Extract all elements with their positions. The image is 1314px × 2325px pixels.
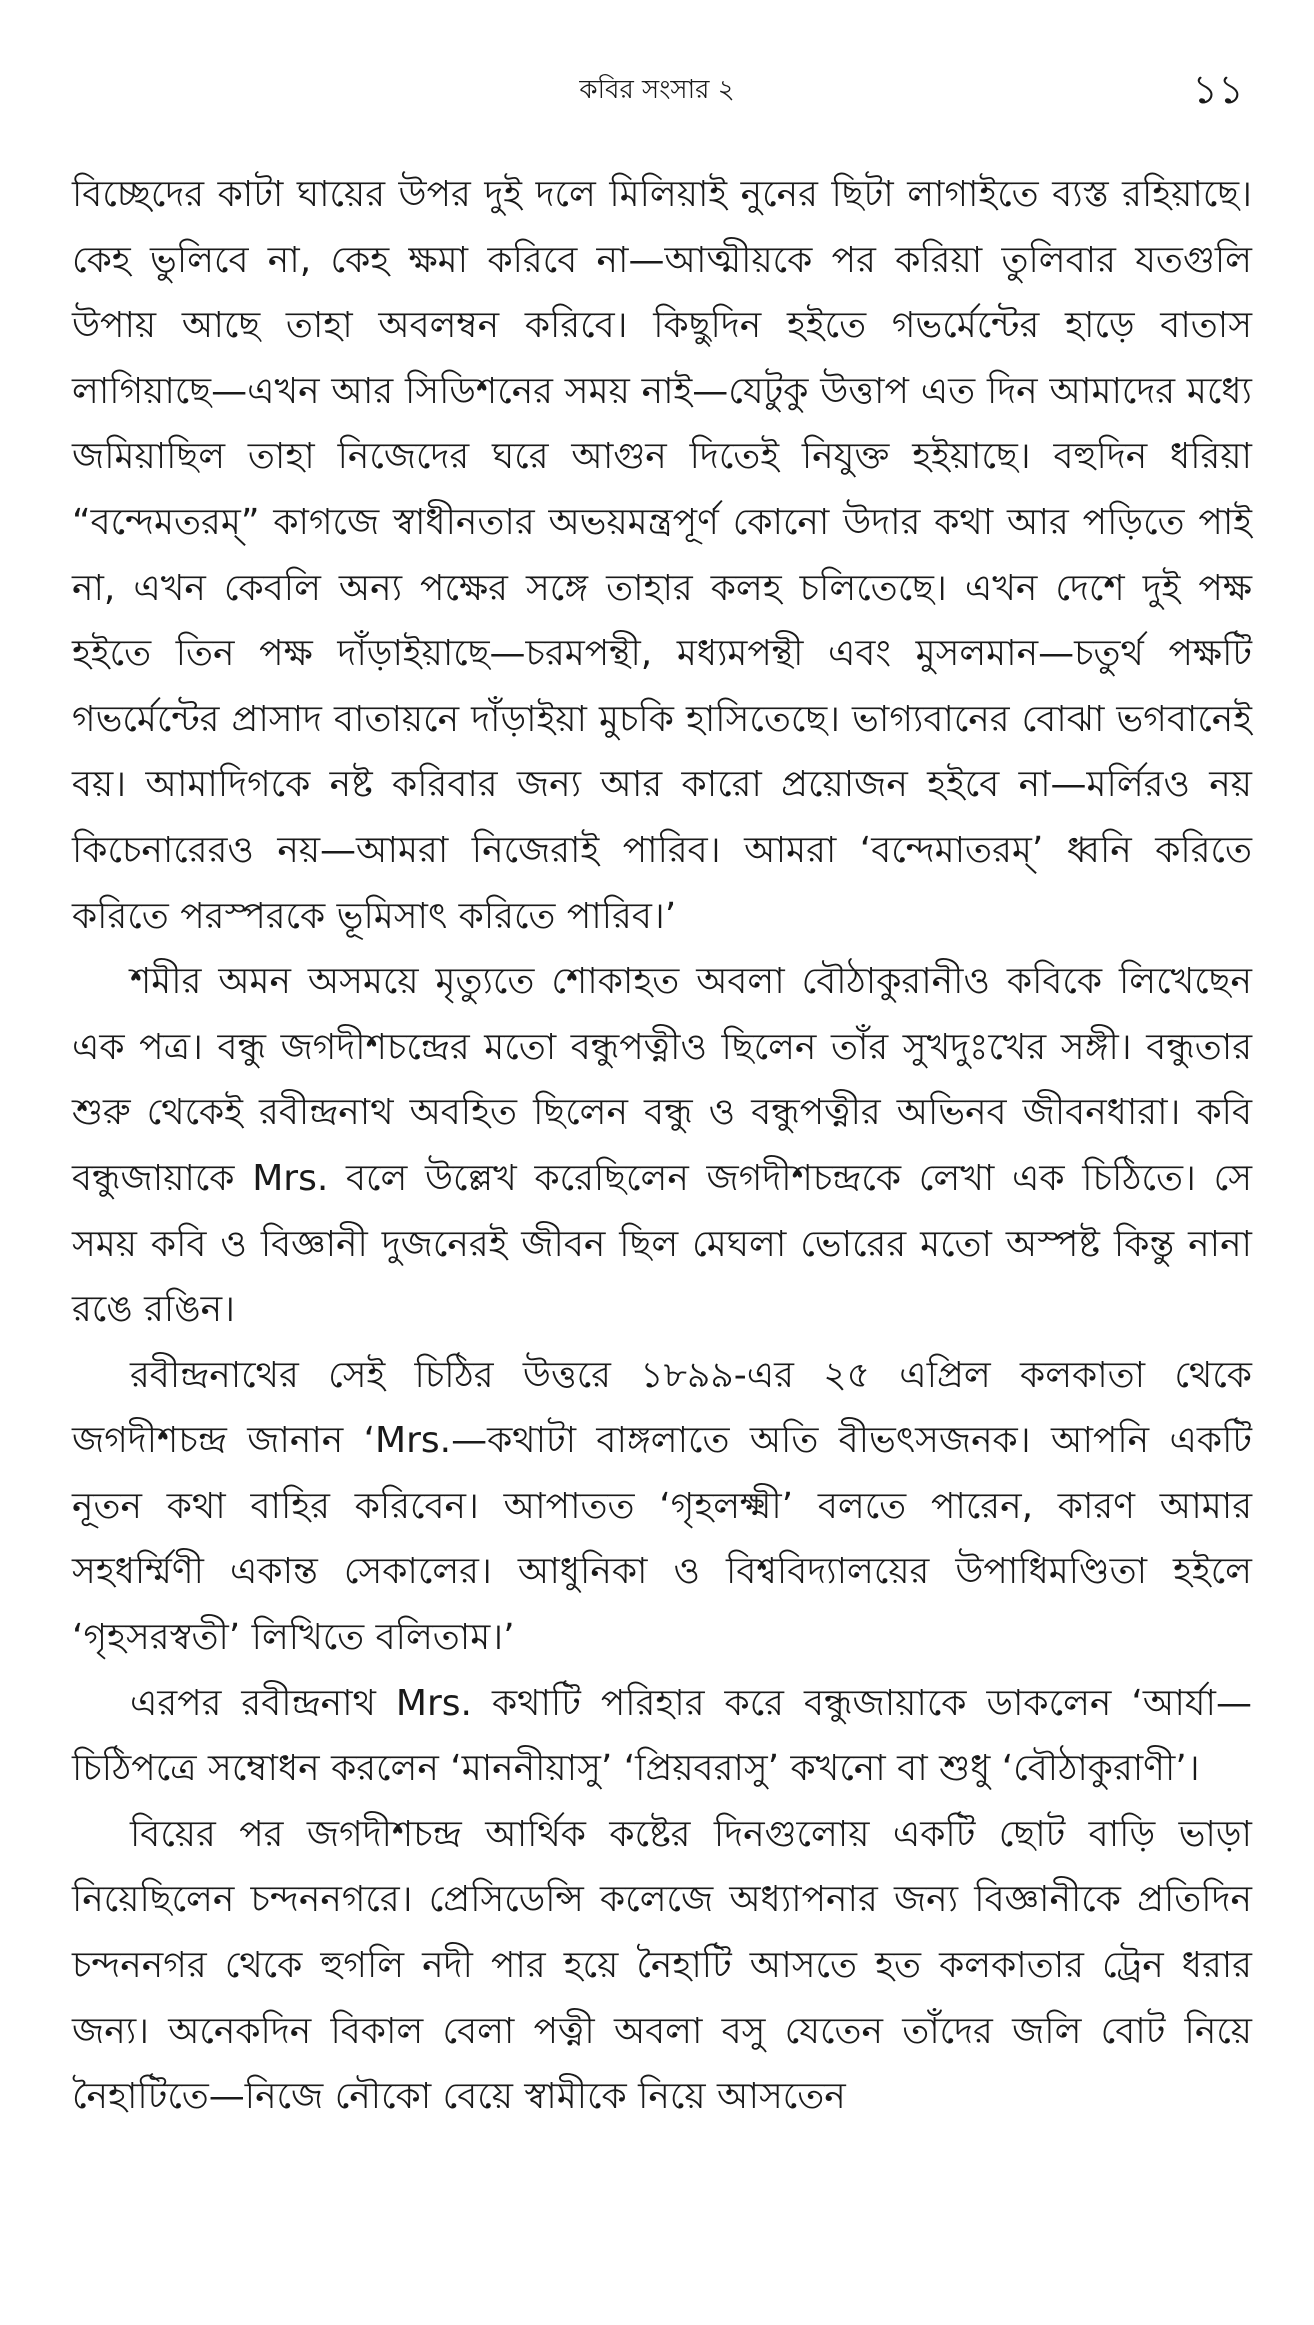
paragraph-1: বিচ্ছেদের কাটা ঘায়ের উপর দুই দলে মিলিয়াই নুনের ছিটা লাগাইতে ব্যস্ত রহিয়াছে। কেহ ভুলিবে না, কেহ ক্ষমা করিবে না—আত্মীয়কে পর করিয়া তুলিবার যতগুলি উপায় আছে তাহা অবলম্বন করিবে। কিছুদিন হইতে গভর্মেন্টের হাড়ে বাতাস লাগিয়াছে—এখন আর সিডিশনের সময় নাই—যেটুকু উত্তাপ এত দিন আমাদের মধ্যে জমিয়াছিল তাহা নিজেদের ঘরে আগুন দিতেই নিযুক্ত হইয়াছে। বহুদিন ধরিয়া “বন্দেমতরম্” কাগজে স্বাধীনতার অভয়মন্ত্রপূর্ণ কোনো উদার কথা আর পড়িতে পাই না, এখন কেবলি অন্য পক্ষের সঙ্গে তাহার কলহ চলিতেছে। এখন দেশে দুই পক্ষ হইতে তিন পক্ষ দাঁড়াইয়াছে—চরমপন্থী, মধ্যমপন্থী এবং মুসলমান—চতুর্থ পক্ষটি গভর্মেন্টের প্রাসাদ বাতায়নে দাঁড়াইয়া মুচকি হাসিতেছে। ভাগ্যবানের বোঝা ভগবানেই বয়। আমাদিগকে নষ্ট করিবার জন্য আর কারো প্রয়োজন হইবে না—মর্লিরও নয় কিচেনারেরও নয়—আমরা নিজেরাই পারিব। আমরা ‘বন্দেমাতরম্’ ধ্বনি করিতে করিতে পরস্পরকে ভূমিসাৎ করিতে পারিব।’	[72, 174, 1252, 937]
running-title: কবির সংসার ২	[579, 75, 735, 105]
paragraph-4: এরপর রবীন্দ্রনাথ Mrs. কথাটি পরিহার করে বন্ধুজায়াকে ডাকলেন ‘আর্যা—চিঠিপত্রে সম্বোধন করলেন ‘মাননীয়াসু’ ‘প্রিয়বরাসু’ কখনো বা শুধু ‘বৌঠাকুরাণী’।	[72, 1682, 1252, 1790]
body-text	[72, 162, 1252, 2130]
paragraph-3: রবীন্দ্রনাথের সেই চিঠির উত্তরে ১৮৯৯-এর ২৫ এপ্রিল কলকাতা থেকে জগদীশচন্দ্র জানান ‘Mrs.—কথাটা বাঙ্গলাতে অতি বীভৎসজনক। আপনি একটি নূতন কথা বাহির করিবেন। আপাতত ‘গৃহলক্ষ্মী’ বলতে পারেন, কারণ আমার সহধর্ম্মিণী একান্ত সেকালের। আধুনিকা ও বিশ্ববিদ্যালয়ের উপাধিমণ্ডিতা হইলে ‘গৃহসরস্বতী’ লিখিতে বলিতাম।’	[72, 1354, 1252, 1659]
paragraph-2: শমীর অমন অসময়ে মৃত্যুতে শোকাহত অবলা বৌঠাকুরানীও কবিকে লিখেছেন এক পত্র। বন্ধু জগদীশচন্দ্রের মতো বন্ধুপত্নীও ছিলেন তাঁর সুখদুঃখের সঙ্গী। বন্ধুতার শুরু থেকেই রবীন্দ্রনাথ অবহিত ছিলেন বন্ধু ও বন্ধুপত্নীর অভিনব জীবনধারা। কবি বন্ধুজায়াকে Mrs. বলে উল্লেখ করেছিলেন জগদীশচন্দ্রকে লেখা এক চিঠিতে। সে সময় কবি ও বিজ্ঞানী দুজনেরই জীবন ছিল মেঘলা ভোরের মতো অস্পষ্ট কিন্তু নানা রঙে রঙিন।	[72, 961, 1252, 1331]
page-number: ১১	[1192, 67, 1244, 113]
paragraph-5: বিয়ের পর জগদীশচন্দ্র আর্থিক কষ্টের দিনগুলোয় একটি ছোট বাড়ি ভাড়া নিয়েছিলেন চন্দননগরে। প্রেসিডেন্সি কলেজে অধ্যাপনার জন্য বিজ্ঞানীকে প্রতিদিন চন্দননগর থেকে হুগলি নদী পার হয়ে নৈহাটি আসতে হত কলকাতার ট্রেন ধরার জন্য। অনেকদিন বিকাল বেলা পত্নী অবলা বসু যেতেন তাঁদের জলি বোট নিয়ে নৈহাটিতে—নিজে নৌকো বেয়ে স্বামীকে নিয়ে আসতেন	[72, 1813, 1252, 2118]
